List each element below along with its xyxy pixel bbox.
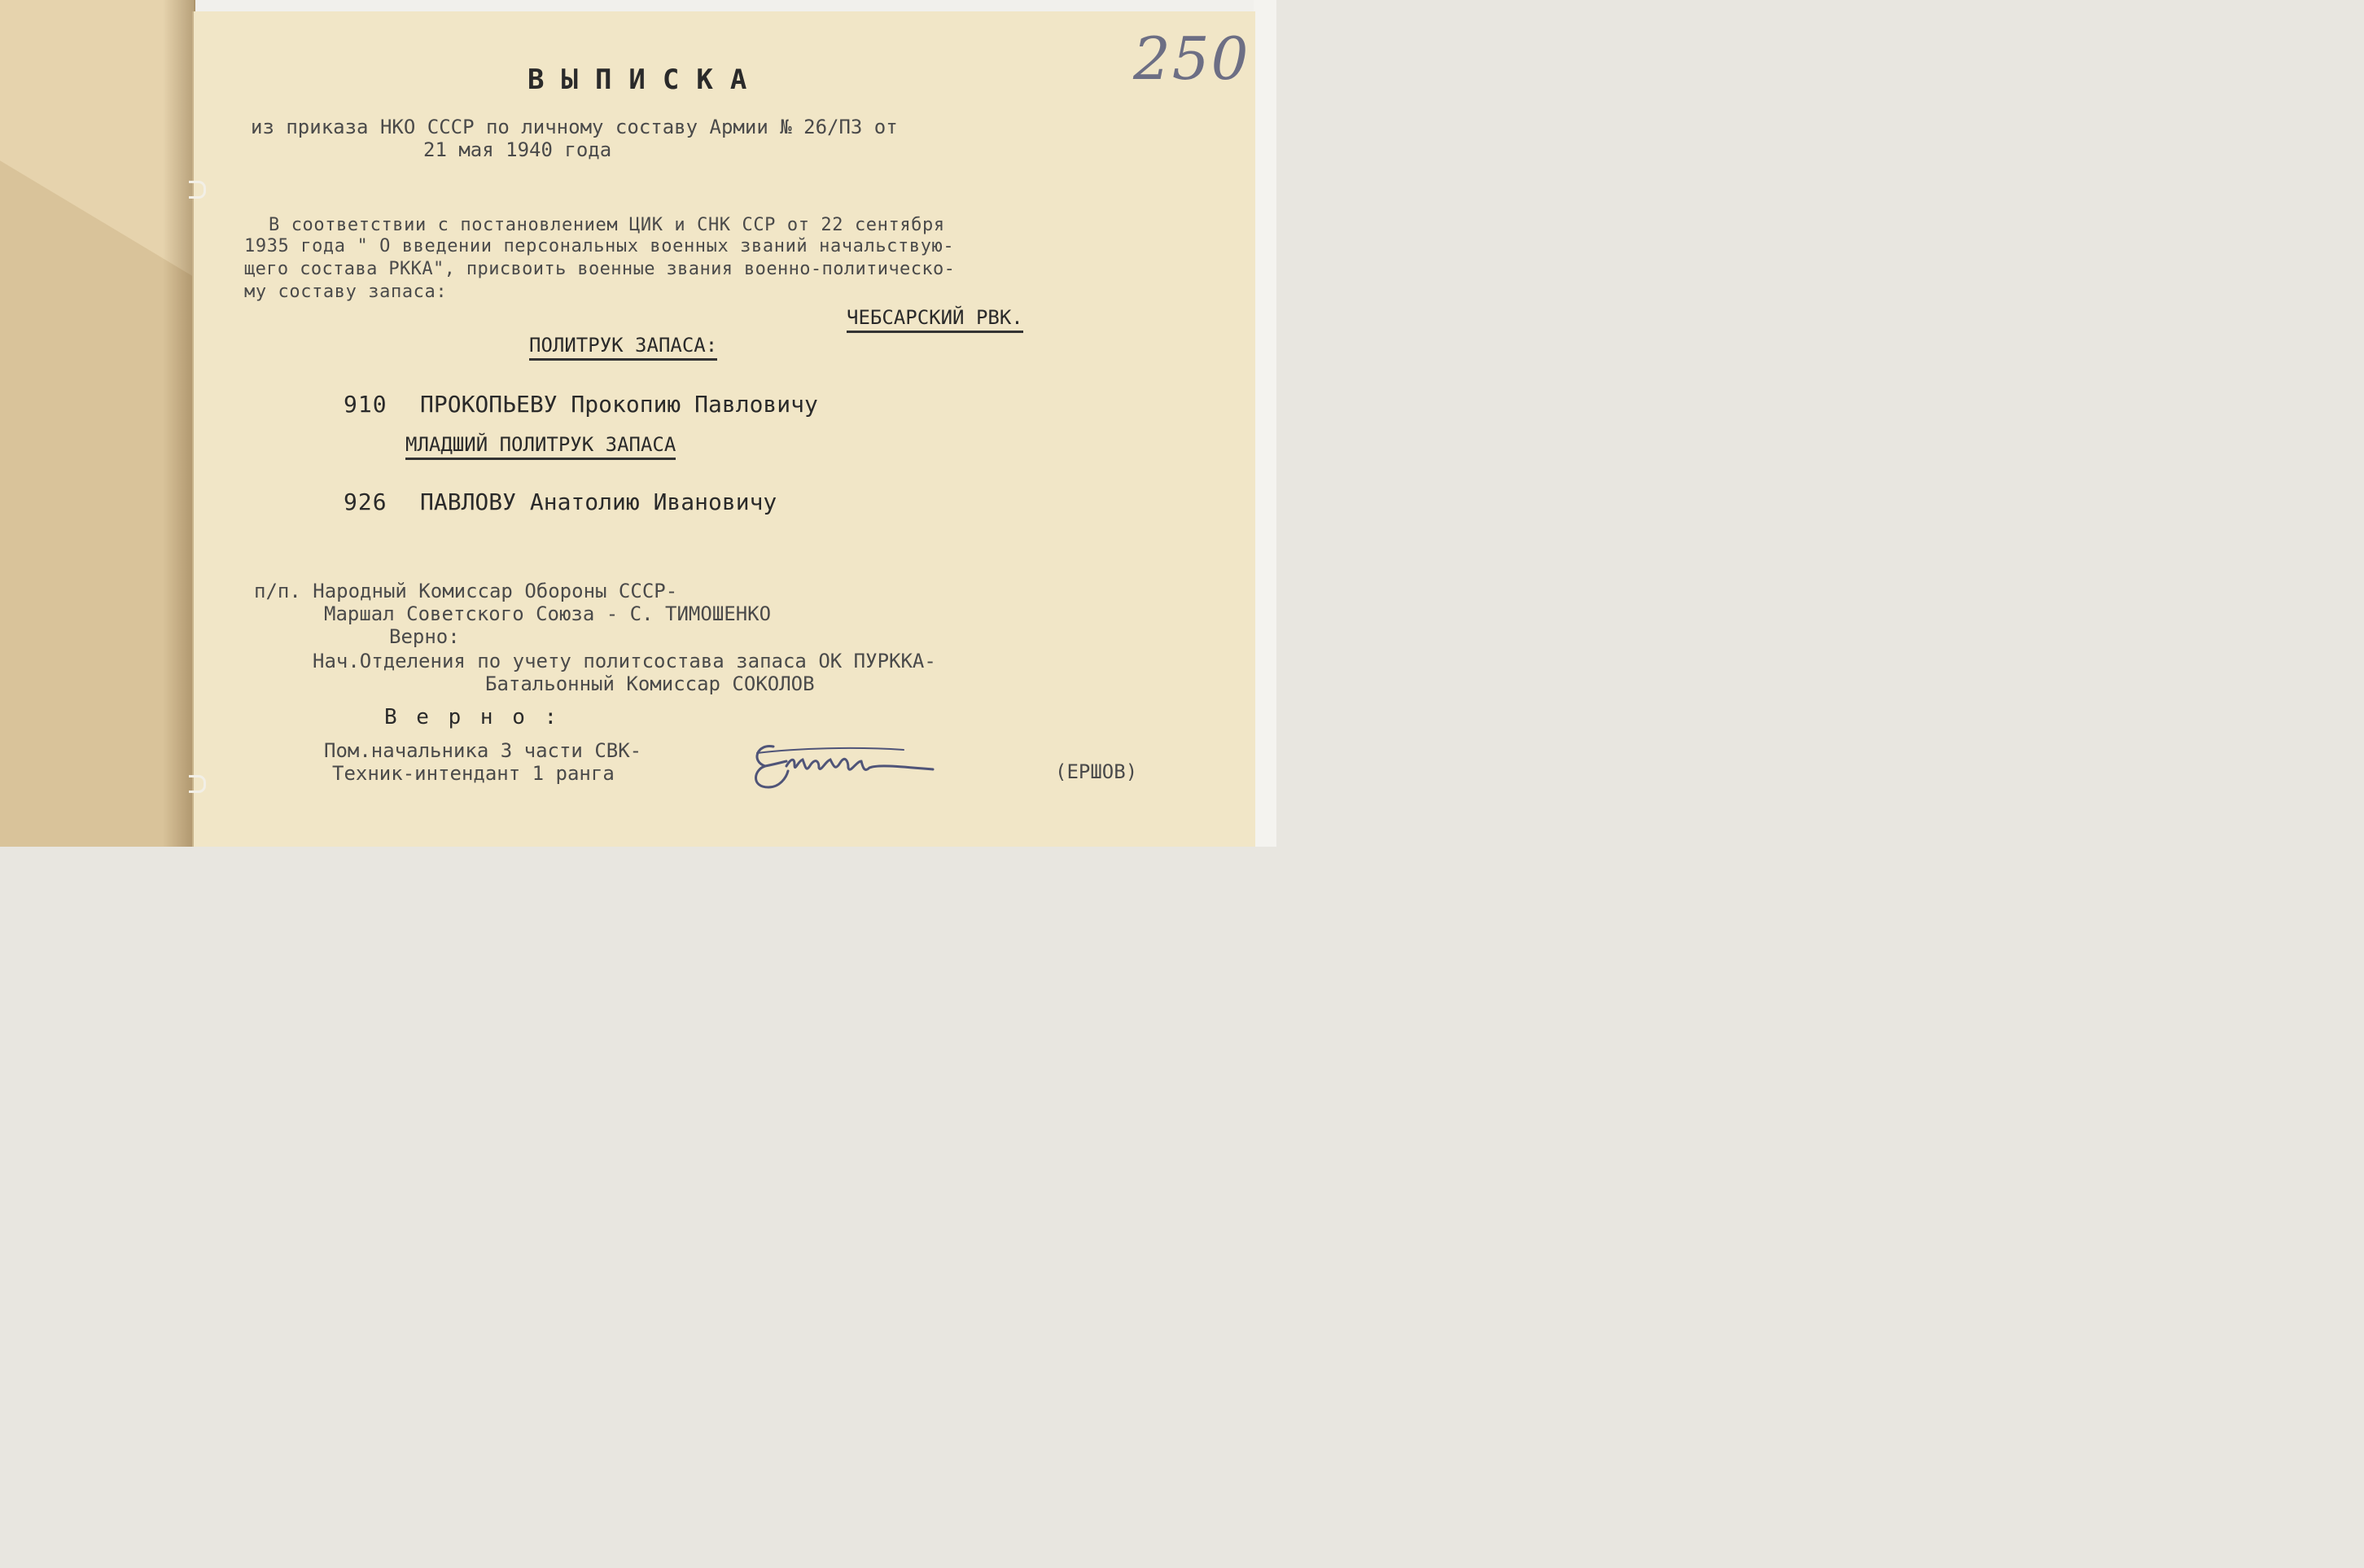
signature-line-5: Батальонный Комиссар СОКОЛОВ: [485, 672, 815, 695]
signature-line-3: Верно:: [389, 625, 460, 648]
body-line-3: щего состава РККА", присвоить военные звания военно-политическо-: [244, 259, 956, 279]
rank1-heading: [529, 334, 717, 361]
signature-line-2: Маршал Советского Союза - С. ТИМОШЕНКО: [324, 602, 772, 625]
signature-line-4: Нач.Отделения по учету политсостава запаса ОК ПУРККА-: [313, 650, 936, 672]
entry2-name: ПАВЛОВУ Анатолию Ивановичу: [420, 488, 777, 515]
handwritten-signature: [741, 729, 944, 802]
background-right: [1254, 0, 1276, 847]
rank1-heading-text: ПОЛИТРУК ЗАПАСА:: [529, 334, 717, 361]
entry1-name: ПРОКОПЬЕВУ Прокопию Павловичу: [420, 391, 818, 418]
signer-name: (ЕРШОВ): [1055, 760, 1138, 783]
document-title: ВЫПИСКА: [528, 64, 764, 96]
entry1-number: 910: [344, 391, 387, 418]
signature-line-1: п/п. Народный Комиссар Обороны СССР-: [254, 580, 678, 602]
entry2-number: 926: [344, 488, 387, 515]
closing-line-1: Пом.начальника 3 части СВК-: [324, 739, 642, 762]
rank2-heading: [405, 433, 676, 460]
closing-line-2: Техник-интендант 1 ранга: [332, 762, 615, 785]
body-line-4: му составу запаса:: [244, 282, 448, 302]
subtitle-line-2: 21 мая 1940 года: [423, 138, 612, 161]
binding-stitch-bottom: [189, 775, 206, 793]
rvk-label: [847, 306, 1023, 333]
rank2-heading-text: МЛАДШИЙ ПОЛИТРУК ЗАПАСА: [405, 433, 676, 460]
binding-stitch-top: [189, 181, 206, 199]
body-line-1: В соответствии с постановлением ЦИК и СНК ССР от 22 сентября: [269, 215, 945, 235]
binding-shadow: [163, 0, 195, 847]
rvk-text: ЧЕБСАРСКИЙ РВК.: [847, 306, 1023, 333]
background-top: [187, 0, 1276, 11]
verno-heading: В е р н о :: [384, 705, 561, 729]
page-number: 250: [1133, 24, 1250, 93]
body-line-2: 1935 года " О введении персональных военных званий начальствую-: [244, 236, 955, 256]
subtitle-line-1: из приказа НКО СССР по личному составу Армии № 26/ПЗ от: [251, 116, 898, 138]
